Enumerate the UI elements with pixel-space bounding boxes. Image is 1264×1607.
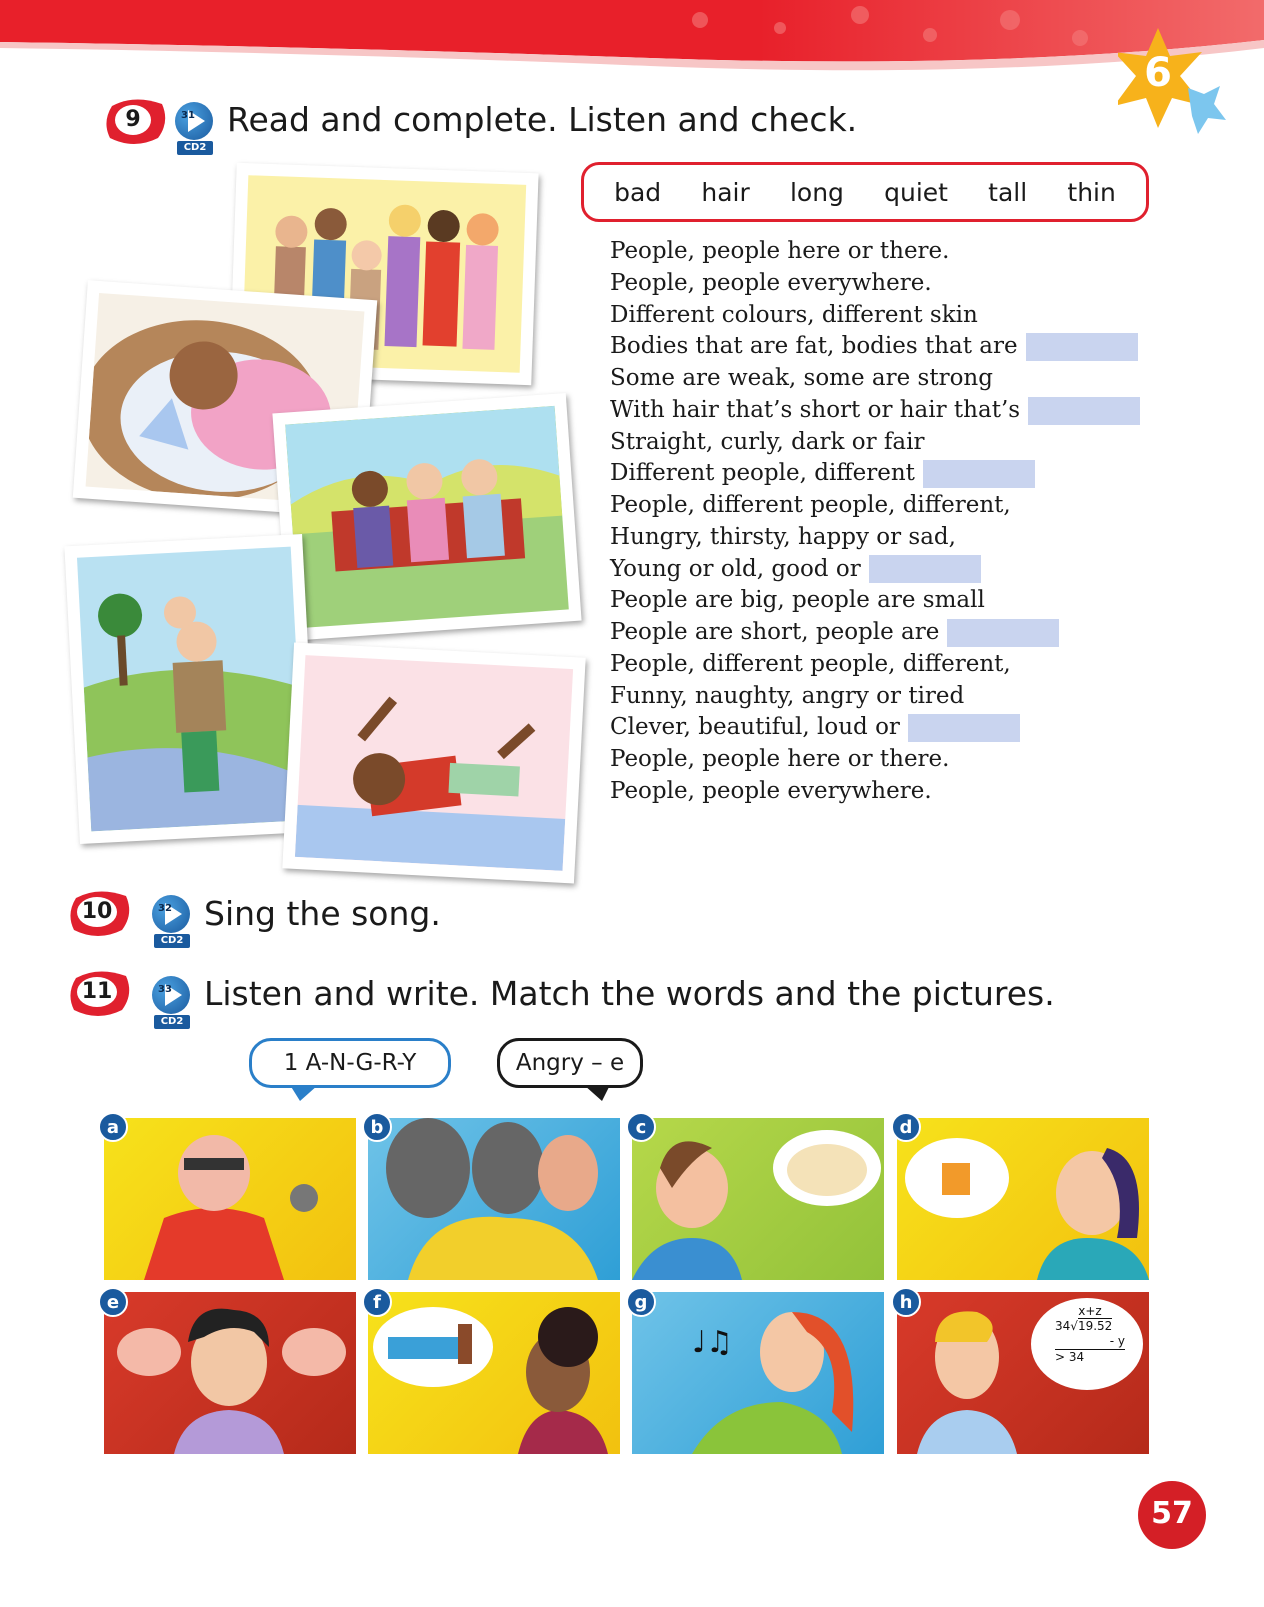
- unit-number: 6: [1144, 50, 1172, 96]
- answer-blank[interactable]: [908, 714, 1020, 742]
- song-line: [610, 236, 1210, 268]
- song-line-text: People, people here or there.: [610, 238, 950, 264]
- song-line: [610, 585, 1210, 617]
- word-bank-item: thin: [1067, 177, 1116, 207]
- song-line-text: Young or old, good or: [610, 555, 861, 582]
- song-line-text: People, people here or there.: [610, 746, 950, 772]
- picture-g: [632, 1292, 884, 1454]
- picture-f: [368, 1292, 620, 1454]
- photo-piggyback: [64, 534, 317, 844]
- word-bank-item: tall: [988, 177, 1028, 207]
- song-line-text: People are big, people are small: [610, 587, 985, 614]
- song-line-text: People are short, people are: [610, 619, 940, 645]
- exercise-number-badge: [68, 890, 134, 938]
- song-line: [610, 681, 1210, 713]
- answer-blank[interactable]: [923, 460, 1035, 488]
- unit-badge: [1118, 28, 1226, 136]
- answer-blank[interactable]: [869, 555, 981, 583]
- song-line: [610, 490, 1210, 522]
- song-line-text: People, people everywhere.: [610, 777, 932, 804]
- cd-label: CD2: [154, 1015, 190, 1029]
- picture-b: [368, 1118, 620, 1280]
- song-line: [610, 554, 1210, 586]
- song-line-text: Straight, curly, dark or fair: [610, 428, 925, 455]
- svg-text:♩♫: ♩♫: [692, 1325, 734, 1360]
- song-line: [610, 395, 1210, 427]
- exercise-number: 9: [125, 107, 141, 132]
- song-line: [610, 458, 1210, 490]
- picture-e: [104, 1292, 356, 1454]
- song-line-text: People, different people, different,: [610, 650, 1011, 677]
- exercise-number-badge: [68, 970, 134, 1018]
- picture-letter-c: c: [626, 1112, 656, 1142]
- song-line: [610, 363, 1210, 395]
- song-line-text: Bodies that are fat, bodies that are: [610, 333, 1018, 360]
- play-icon: 33: [152, 976, 190, 1014]
- cd-label: CD2: [154, 934, 190, 948]
- picture-h: [897, 1292, 1149, 1454]
- word-bank-item: long: [789, 177, 844, 207]
- exercise-instruction: Read and complete. Listen and check.: [227, 100, 858, 139]
- exercise-number-badge: [104, 98, 170, 146]
- picture-letter-d: d: [891, 1112, 921, 1142]
- song-line-text: People, people everywhere.: [610, 269, 932, 296]
- song-line-text: People, different people, different,: [610, 492, 1011, 518]
- word-bank-item: hair: [701, 177, 750, 207]
- word-bank: [581, 162, 1149, 222]
- photo-child-tantrum: [282, 643, 585, 884]
- photo-old-people-bench: [272, 393, 581, 641]
- picture-letter-b: b: [362, 1112, 392, 1142]
- song-line: [610, 268, 1210, 300]
- picture-letter-e: e: [98, 1287, 128, 1317]
- play-icon: 32: [152, 895, 190, 933]
- song-line: [610, 331, 1210, 363]
- picture-d: [897, 1118, 1149, 1280]
- song-line-text: Clever, beautiful, loud or: [610, 714, 900, 741]
- song-line-text: Different people, different: [610, 460, 915, 487]
- play-icon: 31: [175, 102, 213, 140]
- picture-letter-a: a: [98, 1112, 128, 1142]
- song-line: [610, 776, 1210, 808]
- song-line-text: Different colours, different skin: [610, 301, 978, 328]
- exercise-number: 10: [81, 899, 113, 924]
- word-bank-item: bad: [614, 177, 662, 207]
- answer-bubble: Angry – e: [497, 1038, 643, 1088]
- song-line-text: Hungry, thirsty, happy or sad,: [610, 523, 956, 550]
- song-line: [610, 427, 1210, 459]
- answer-blank[interactable]: [1028, 397, 1140, 425]
- song-line: [610, 522, 1210, 554]
- song-line-text: Funny, naughty, angry or tired: [610, 682, 965, 709]
- picture-a: [104, 1118, 356, 1280]
- song-line-text: With hair that’s short or hair that’s: [610, 396, 1021, 423]
- picture-c: [632, 1118, 884, 1280]
- exercise-number: 11: [81, 979, 113, 1004]
- cd-label: CD2: [177, 141, 213, 155]
- answer-blank[interactable]: [947, 619, 1059, 647]
- math-thought-bubble: x+z 34√19.52 - y > 34: [1055, 1304, 1125, 1364]
- song-line-text: Some are weak, some are strong: [610, 365, 993, 391]
- song-lyrics: [610, 236, 1210, 808]
- spelling-bubble: 1 A-N-G-R-Y: [249, 1038, 451, 1088]
- song-line: [610, 617, 1210, 649]
- picture-letter-h: h: [891, 1287, 921, 1317]
- answer-blank[interactable]: [1026, 333, 1138, 361]
- song-line: [610, 712, 1210, 744]
- audio-track-button[interactable]: [150, 895, 192, 949]
- audio-track-button[interactable]: [150, 976, 192, 1030]
- song-line: [610, 649, 1210, 681]
- word-bank-item: quiet: [884, 177, 948, 207]
- picture-letter-g: g: [626, 1287, 656, 1317]
- exercise-instruction: Listen and write. Match the words and the pictures.: [204, 974, 1055, 1013]
- audio-track-button[interactable]: [173, 102, 215, 156]
- page-number: 57: [1138, 1481, 1206, 1549]
- song-line: [610, 744, 1210, 776]
- song-line: [610, 300, 1210, 332]
- exercise-instruction: Sing the song.: [204, 894, 441, 933]
- picture-letter-f: f: [362, 1287, 392, 1317]
